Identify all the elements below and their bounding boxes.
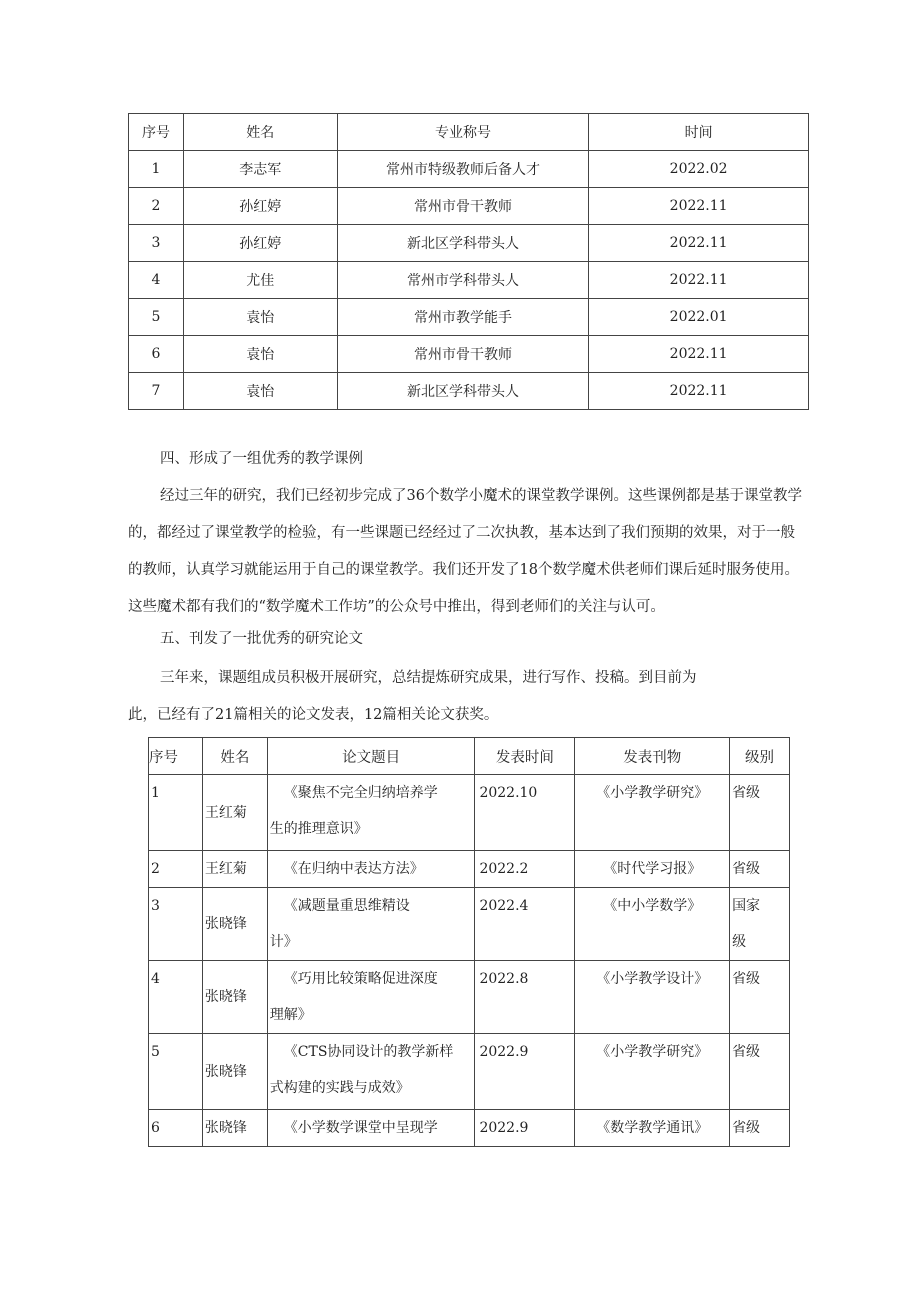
title-line-1: 《减题量重思维精设 [283,898,410,914]
cell-date: 2022.9 [475,1034,575,1110]
title-line-2: 理解》 [269,1007,312,1023]
cell-name: 张晓锋 [202,1110,267,1147]
level-line-1: 国家 [732,898,761,914]
section5-body-line1: 三年来，课题组成员积极开展研究，总结提炼研究成果，进行写作、投稿。到目前为 [160,670,697,686]
cell-journal: 《数学教学通讯》 [575,1110,730,1147]
cell-time: 2022.01 [589,299,809,336]
section5-heading: 五、刊发了一批优秀的研究论文 [160,631,363,647]
cell-index: 5 [149,1034,203,1110]
cell-level: 省级 [730,1034,790,1110]
cell-index: 3 [129,225,184,262]
table-row [149,888,790,961]
header-index: 序号 [129,114,184,151]
title-line-1: 《CTS协同设计的教学新样 [283,1044,454,1060]
section5-body-line2: 此，已经有了21篇相关的论文发表，12篇相关论文获奖。 [128,707,499,723]
header-time: 时间 [589,114,809,151]
table-header-row [149,738,790,775]
table-row [149,1110,790,1147]
cell-index: 7 [129,373,184,410]
cell-name: 张晓锋 [202,888,267,961]
cell-time: 2022.11 [589,262,809,299]
cell-name: 张晓锋 [202,1034,267,1110]
header-level: 级别 [730,738,790,775]
table-row [149,775,790,851]
table-row [129,262,809,299]
cell-level [730,888,790,961]
cell-time: 2022.11 [589,225,809,262]
title-line-2: 生的推理意识》 [269,821,368,837]
cell-date: 2022.4 [475,888,575,961]
title-line-2: 式构建的实践与成效》 [269,1080,410,1096]
cell-index: 2 [149,851,203,888]
cell-title: 常州市教学能手 [337,299,589,336]
cell-index: 1 [129,151,184,188]
cell-name: 孙红婷 [183,188,337,225]
cell-journal: 《小学教学设计》 [575,961,730,1034]
title-line-1: 《在归纳中表达方法》 [283,861,424,877]
section4-body: 经过三年的研究，我们已经初步完成了36个数学小魔术的课堂教学课例。这些课例都是基于课堂教学的，都经过了课堂教学的检验，有一些课题已经经过了二次执教，基本达到了我们预期的效果，对于一般的教师，认真学习就能运用于自己的课堂教学。我们还开发了18个数学魔术供老师们课后延时服务使用。这些魔术都有我们的“数学魔术工作坊”的公众号中推出，得到老师们的关注与认可。 [128,488,802,615]
header-index: 序号 [149,738,203,775]
cell-index: 5 [129,299,184,336]
cell-name: 王红菊 [202,851,267,888]
cell-paper-title [267,1110,475,1147]
cell-paper-title [267,775,475,851]
cell-level: 省级 [730,961,790,1034]
table-row [129,151,809,188]
table-row [149,961,790,1034]
table-row [129,373,809,410]
table-row [129,299,809,336]
honors-table [128,113,809,410]
cell-name: 袁怡 [183,336,337,373]
cell-date: 2022.8 [475,961,575,1034]
cell-paper-title [267,888,475,961]
cell-index: 1 [149,775,203,851]
header-title: 专业称号 [337,114,589,151]
header-name: 姓名 [202,738,267,775]
level-line-2: 级 [732,934,747,950]
cell-name: 尤佳 [183,262,337,299]
title-line-1: 《聚焦不完全归纳培养学 [283,785,438,801]
table-row [129,188,809,225]
cell-title: 常州市骨干教师 [337,336,589,373]
cell-date: 2022.9 [475,1110,575,1147]
cell-level: 省级 [730,851,790,888]
title-line-1: 《小学数学课堂中呈现学 [283,1120,438,1136]
cell-index: 6 [129,336,184,373]
header-name: 姓名 [183,114,337,151]
cell-paper-title [267,851,475,888]
cell-time: 2022.11 [589,336,809,373]
cell-name: 袁怡 [183,373,337,410]
cell-index: 6 [149,1110,203,1147]
cell-date: 2022.10 [475,775,575,851]
header-publish-date: 发表时间 [475,738,575,775]
cell-time: 2022.11 [589,188,809,225]
cell-title: 新北区学科带头人 [337,373,589,410]
title-line-1: 《巧用比较策略促进深度 [283,971,438,987]
cell-name: 李志军 [183,151,337,188]
cell-index: 4 [129,262,184,299]
table-row [129,336,809,373]
cell-paper-title [267,961,475,1034]
section4-heading: 四、形成了一组优秀的教学课例 [160,451,363,467]
cell-date: 2022.2 [475,851,575,888]
cell-level: 省级 [730,1110,790,1147]
cell-index: 4 [149,961,203,1034]
cell-name: 孙红婷 [183,225,337,262]
cell-index: 3 [149,888,203,961]
cell-index: 2 [129,188,184,225]
title-line-2: 计》 [269,934,298,950]
cell-time: 2022.11 [589,373,809,410]
table-row [149,1034,790,1110]
table-row [149,851,790,888]
cell-level: 省级 [730,775,790,851]
papers-table [148,737,790,1147]
header-journal: 发表刊物 [575,738,730,775]
cell-name: 袁怡 [183,299,337,336]
table-header-row [129,114,809,151]
cell-name: 王红菊 [202,775,267,851]
cell-journal: 《小学教学研究》 [575,1034,730,1110]
header-paper-title: 论文题目 [267,738,475,775]
cell-journal: 《中小学数学》 [575,888,730,961]
cell-time: 2022.02 [589,151,809,188]
cell-journal: 《时代学习报》 [575,851,730,888]
cell-title: 常州市学科带头人 [337,262,589,299]
table-row [129,225,809,262]
cell-paper-title [267,1034,475,1110]
cell-title: 新北区学科带头人 [337,225,589,262]
cell-title: 常州市特级教师后备人才 [337,151,589,188]
cell-title: 常州市骨干教师 [337,188,589,225]
cell-journal: 《小学教学研究》 [575,775,730,851]
cell-name: 张晓锋 [202,961,267,1034]
